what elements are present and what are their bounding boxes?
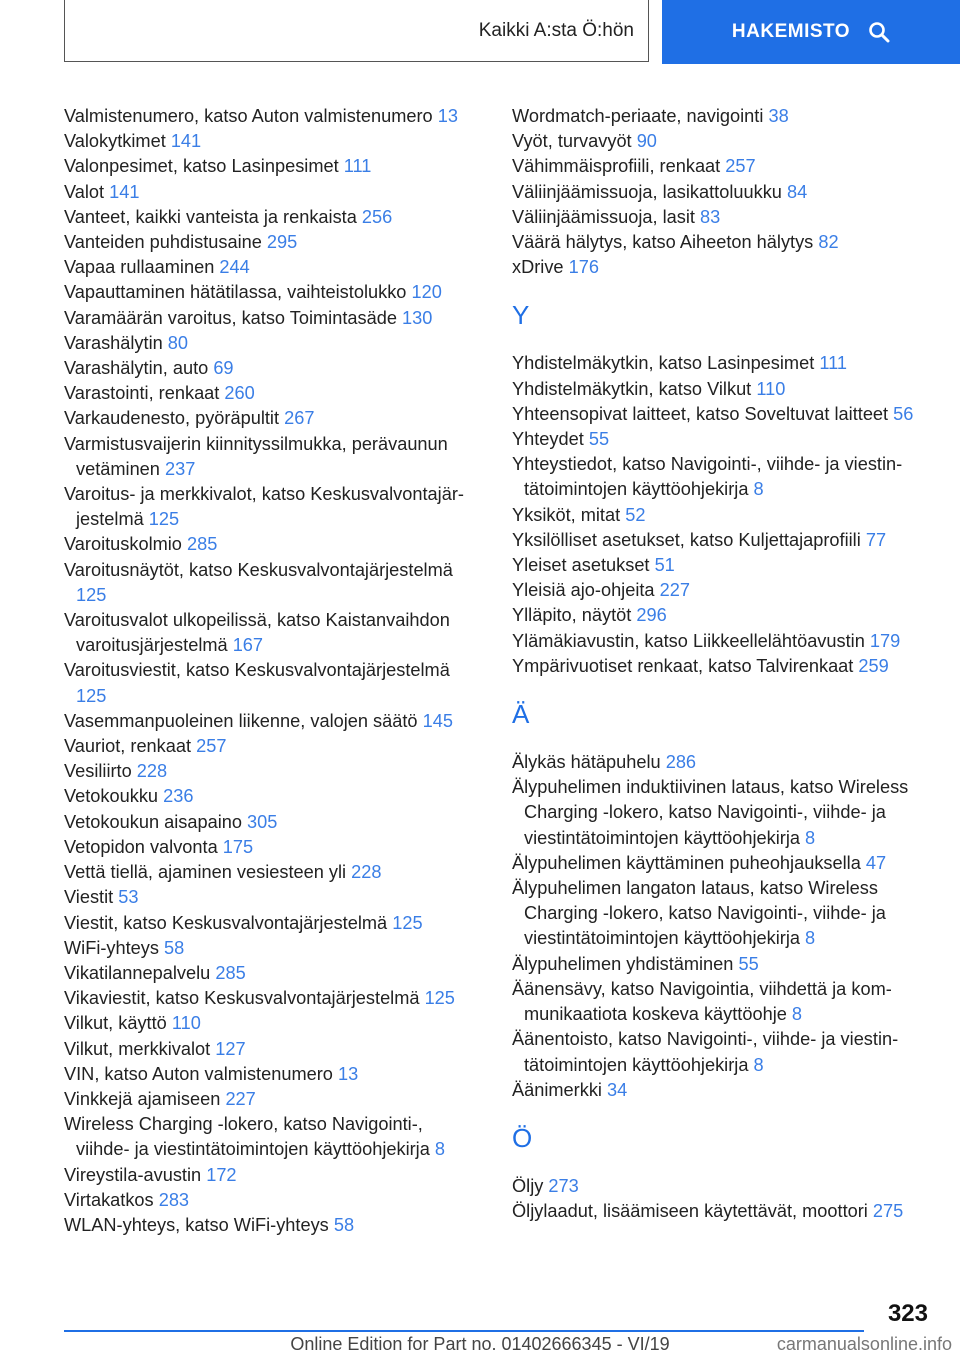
index-entry-text: Varoitusvalot ulkopeilissä, katso Kaistanvaihdon varoitusjärjestelmä	[64, 610, 450, 656]
index-entry	[512, 851, 932, 876]
section-letter: Ö	[512, 1122, 533, 1153]
index-entry	[512, 255, 932, 280]
index-entry-text: Ympärivuotiset renkaat, katso Talvirenkaat	[512, 655, 854, 676]
index-entry	[64, 356, 480, 381]
index-entry-text: Vikaviestit, katso Keskusvalvontajärjestelmä	[64, 988, 420, 1009]
index-entry-text: Vetokoukku	[64, 786, 159, 807]
index-entry-text: Varoitusviestit, katso Keskusvalvontajärjestelmä	[64, 660, 450, 681]
page-link[interactable]: 227	[659, 580, 690, 601]
index-entry-text: Varkaudenesto, pyöräpultit	[64, 408, 280, 429]
page-link[interactable]: 82	[818, 232, 839, 253]
page-link[interactable]: 13	[337, 1063, 359, 1084]
index-entry-text: WLAN-yhteys, katso WiFi-yhteys	[64, 1214, 329, 1235]
index-entry-text: Väliinjäämissuoja, lasikattoluukku	[512, 181, 782, 202]
page-link[interactable]: 275	[872, 1201, 904, 1222]
index-entry	[512, 427, 932, 452]
page-link[interactable]: 56	[893, 403, 914, 424]
index-entry-text: Vinkkejä ajamiseen	[64, 1088, 221, 1109]
index-entry	[512, 351, 932, 376]
index-entry	[512, 629, 932, 654]
page-link[interactable]: 175	[222, 836, 254, 857]
page-link[interactable]: 58	[164, 937, 185, 958]
index-entry	[64, 482, 480, 532]
search-icon[interactable]	[868, 21, 890, 43]
index-entry	[64, 406, 480, 431]
index-entry-text: Älypuhelimen yhdistäminen	[512, 953, 734, 974]
page-link[interactable]: 34	[607, 1079, 628, 1100]
page-link[interactable]: 38	[768, 106, 789, 126]
index-entry-text: Varoituskolmio	[64, 534, 182, 555]
page-link[interactable]: 51	[654, 555, 675, 576]
page-link[interactable]: 172	[206, 1164, 237, 1185]
index-entry-text: Vapauttaminen hätätilassa, vaihteistolukko	[64, 282, 407, 303]
index-entry-text: Varastointi, renkaat	[64, 383, 220, 404]
page-link[interactable]: 8	[791, 1004, 803, 1025]
index-entry-text: Yhteydet	[512, 429, 584, 450]
index-entry	[64, 230, 480, 255]
page-link[interactable]: 52	[625, 504, 646, 525]
index-entry-text: Vanteiden puhdistusaine	[64, 232, 262, 253]
index-entry	[512, 503, 932, 528]
index-entry	[64, 784, 480, 809]
index-entry	[64, 835, 480, 860]
page-link[interactable]: 8	[805, 928, 816, 949]
page-link[interactable]: 283	[158, 1189, 190, 1210]
page-link[interactable]: 167	[232, 635, 264, 656]
index-entry-text: Väliinjäämissuoja, lasit	[512, 206, 695, 227]
index-entry	[64, 759, 480, 784]
index-entry-text: Vetokoukun aisapaino	[64, 811, 242, 832]
page-link[interactable]: 295	[266, 232, 298, 253]
index-entry-text: Varoitus- ja merkkivalot, katso Keskusvalvontajärjestelmä	[64, 484, 464, 530]
page-link[interactable]: 125	[392, 912, 423, 933]
page-link[interactable]: 125	[424, 988, 455, 1009]
index-entry-text: Äänimerkki	[512, 1079, 602, 1100]
page-link[interactable]: 125	[76, 584, 107, 605]
index-entry-text: Vapaa rullaaminen	[64, 257, 215, 278]
index-entry	[64, 885, 480, 910]
page-link[interactable]: 267	[284, 408, 315, 429]
index-entry-text: VIN, katso Auton valmistenumero	[64, 1063, 333, 1084]
index-entry	[512, 654, 932, 679]
index-entry-text: Varamäärän varoitus, katso Toimintasäde	[64, 307, 397, 328]
page-number: 323	[887, 1300, 928, 1327]
page-link[interactable]: 110	[756, 378, 786, 399]
index-entry-text: Varmistusvaijerin kiinnityssilmukka, perävaunun vetäminen	[64, 433, 448, 479]
index-entry	[64, 1062, 480, 1087]
page-link[interactable]: 58	[333, 1214, 355, 1235]
index-entry	[512, 775, 932, 851]
page-link[interactable]: 228	[351, 862, 382, 883]
index-entry	[512, 377, 932, 402]
page-link[interactable]: 13	[437, 106, 458, 126]
index-entry-text: Älypuhelimen induktiivinen lataus, katso Wireless Charging -lokero, katso Navigointi-, viihde- ja viestintätoimintojen käyttöohjekirja	[512, 777, 909, 848]
index-entry	[512, 603, 932, 628]
page-link[interactable]: 125	[76, 685, 107, 706]
index-entry-text: Valonpesimet, katso Lasinpesimet	[64, 156, 339, 177]
index-entry-text: Väärä hälytys, katso Aiheeton hälytys	[512, 232, 814, 253]
page-link[interactable]: 110	[171, 1013, 201, 1034]
index-entry	[64, 860, 480, 885]
index-entry	[64, 936, 480, 961]
index-entry-text: Yksilölliset asetukset, katso Kuljettajaprofiili	[512, 529, 861, 550]
index-entry	[64, 1213, 480, 1238]
index-entry	[64, 1011, 480, 1036]
index-entry	[512, 750, 932, 775]
index-entry-text: Yhdistelmäkytkin, katso Vilkut	[512, 378, 752, 399]
index-entry-text: Yhteystiedot, katso Navigointi-, viihde- ja viestintätoimintojen käyttöohjekirja	[512, 454, 903, 500]
page-link[interactable]: 244	[219, 257, 250, 278]
page-link[interactable]: 8	[805, 827, 816, 848]
index-entry-text: Vilkut, käyttö	[64, 1013, 167, 1034]
index-entry	[64, 280, 480, 305]
page-link[interactable]: 259	[858, 655, 889, 676]
index-entry	[64, 255, 480, 280]
footer-edition: Online Edition for Part no. 01402666345 - VI/19	[290, 1334, 670, 1354]
index-entry-text: Yleisiä ajo-ohjeita	[512, 580, 655, 601]
index-entry	[64, 331, 480, 356]
index-entry	[512, 1174, 932, 1199]
index-entry	[512, 205, 932, 230]
index-entry	[512, 154, 932, 179]
section-letter: Y	[512, 300, 530, 331]
page-link[interactable]: 260	[224, 383, 255, 404]
page-link[interactable]: 141	[170, 131, 202, 152]
index-entry-text: Öljylaadut, lisäämiseen käytettävät, moottori	[512, 1201, 868, 1222]
index-entry-text: Yksiköt, mitat	[512, 504, 621, 525]
page-link[interactable]: 273	[548, 1175, 579, 1196]
page-link[interactable]: 141	[109, 181, 140, 202]
index-entry-text: Wireless Charging -lokero, katso Navigointi-, viihde- ja viestintätoimintojen käyttöohjekirja	[64, 1114, 430, 1160]
index-entry	[512, 578, 932, 603]
index-entry-text: Vasemmanpuoleinen liikenne, valojen säätö	[64, 710, 418, 731]
index-entry-text: Ylämäkiavustin, katso Liikkeellelähtöavustin	[512, 630, 865, 651]
chapter-tab[interactable]	[64, 0, 649, 62]
page-link[interactable]: 111	[343, 156, 372, 177]
index-entry	[64, 532, 480, 557]
footer-divider	[64, 1330, 864, 1332]
index-entry-text: Vanteet, kaikki vanteista ja renkaista	[64, 206, 357, 227]
index-entry	[64, 608, 480, 658]
page-link[interactable]: 257	[725, 156, 756, 177]
index-entry-text: Valot	[64, 181, 105, 202]
index-entry-text: Valokytkimet	[64, 131, 166, 152]
index-entry	[64, 1037, 480, 1062]
index-entry	[512, 129, 932, 154]
page-link[interactable]: 8	[434, 1139, 446, 1160]
index-entry	[64, 180, 480, 205]
page-link[interactable]: 77	[865, 529, 887, 550]
page-link[interactable]: 236	[163, 786, 194, 807]
index-entry	[64, 658, 480, 708]
index-entry-text: Älypuhelimen langaton lataus, katso Wireless Charging -lokero, katso Navigointi-, viihde- ja viestintätoimintojen käyttöohjekirja	[512, 878, 886, 949]
page-link[interactable]: 228	[136, 761, 168, 782]
index-entry-text: Virtakatkos	[64, 1189, 154, 1210]
index-entry-text: Valmistenumero, katso Auton valmistenumero	[64, 106, 433, 126]
index-entry-text: Viestit, katso Keskusvalvontajärjestelmä	[64, 912, 388, 933]
index-entry	[512, 977, 932, 1027]
index-tab-label: HAKEMISTO	[731, 21, 851, 42]
index-entry-text: Älypuhelimen käyttäminen puheohjauksella	[512, 852, 861, 873]
index-entry-text: Äänensävy, katso Navigointia, viihdettä ja kommunikaatiota koskeva käyttöohje	[512, 978, 892, 1025]
index-entry	[64, 1188, 480, 1213]
page-link[interactable]: 237	[164, 458, 196, 479]
index-entry	[512, 230, 932, 255]
index-entry	[512, 876, 932, 952]
index-entry-text: Varoitusnäytöt, katso Keskusvalvontajärjestelmä	[64, 559, 453, 580]
index-entry	[512, 1078, 932, 1103]
index-entry-text: xDrive	[512, 257, 564, 278]
page-link[interactable]: 296	[636, 605, 667, 626]
index-tab[interactable]	[662, 0, 960, 64]
index-entry	[64, 205, 480, 230]
index-entry-text: Vettä tiellä, ajaminen vesiesteen yli	[64, 862, 347, 883]
page-link[interactable]: 80	[167, 332, 189, 353]
page-link[interactable]: 285	[187, 534, 218, 555]
page-link[interactable]: 55	[738, 953, 759, 974]
index-entry-text: Vilkut, merkkivalot	[64, 1038, 211, 1059]
index-entry	[512, 402, 932, 427]
section-letter: Ä	[512, 699, 530, 730]
page-link[interactable]: 90	[636, 131, 657, 152]
page-link[interactable]: 53	[118, 887, 139, 908]
page-link[interactable]: 111	[819, 353, 847, 374]
index-entry	[64, 911, 480, 936]
index-entry-text: Yleiset asetukset	[512, 555, 650, 576]
index-entry	[64, 129, 480, 154]
page-link[interactable]: 305	[247, 811, 278, 832]
index-entry-text: Öljy	[512, 1175, 544, 1196]
page-link[interactable]: 83	[700, 206, 721, 227]
page-link[interactable]: 176	[568, 257, 599, 278]
index-entry-text: Vireystila-avustin	[64, 1164, 202, 1185]
index-entry	[512, 180, 932, 205]
index-entry-text: Vetopidon valvonta	[64, 836, 218, 857]
page-link[interactable]: 8	[753, 1054, 764, 1075]
index-entry-text: Vauriot, renkaat	[64, 736, 192, 757]
index-entry-text: Vyöt, turvavyöt	[512, 131, 632, 152]
index-entry	[64, 1087, 480, 1112]
index-entry-text: Ylläpito, näytöt	[512, 605, 632, 626]
index-entry-text: Vesiliirto	[64, 761, 132, 782]
index-entry	[64, 306, 480, 331]
index-entry-text: Älykäs hätäpuhelu	[512, 752, 661, 773]
page-link[interactable]: 257	[196, 736, 227, 757]
index-entry-text: Äänentoisto, katso Navigointi-, viihde- ja viestintätoimintojen käyttöohjekirja	[512, 1029, 899, 1075]
index-entry	[64, 734, 480, 759]
index-entry	[512, 553, 932, 578]
index-entry	[512, 1027, 932, 1077]
index-entry-text: Varashälytin	[64, 332, 163, 353]
index-entry	[512, 452, 932, 502]
index-entry-text: Viestit	[64, 887, 114, 908]
index-entry	[512, 104, 932, 129]
index-entry	[64, 104, 480, 129]
page-link[interactable]: 256	[361, 206, 393, 227]
page-link[interactable]: 47	[865, 852, 887, 873]
index-column-right	[512, 104, 932, 1224]
page-link[interactable]: 285	[215, 962, 246, 983]
page-link[interactable]: 125	[148, 509, 180, 530]
index-entry	[64, 558, 480, 608]
index-column-left	[64, 104, 480, 1238]
chapter-tab-label: Kaikki A:sta Ö:hön	[478, 19, 634, 41]
page-link[interactable]: 69	[213, 358, 234, 379]
index-entry-text: Varashälytin, auto	[64, 358, 209, 379]
index-entry-text: Yhteensopivat laitteet, katso Soveltuvat laitteet	[512, 403, 889, 424]
index-entry	[64, 709, 480, 734]
index-entry	[64, 1112, 480, 1162]
footer-watermark: carmanualsonline.info	[776, 1334, 952, 1354]
page-link[interactable]: 227	[225, 1088, 256, 1109]
index-entry	[512, 1199, 932, 1224]
index-entry	[64, 381, 480, 406]
page-link[interactable]: 55	[588, 429, 610, 450]
index-entry	[64, 986, 480, 1011]
index-entry	[64, 961, 480, 986]
page-link[interactable]: 120	[411, 282, 442, 303]
page-link[interactable]: 130	[402, 307, 433, 328]
index-entry	[64, 154, 480, 179]
page-link[interactable]: 145	[422, 710, 453, 731]
index-entry-text: WiFi-yhteys	[64, 937, 159, 958]
index-entry	[64, 810, 480, 835]
page-link[interactable]: 179	[869, 630, 901, 651]
page-link[interactable]: 8	[753, 479, 764, 500]
index-entry-text: Yhdistelmäkytkin, katso Lasinpesimet	[512, 353, 815, 374]
index-entry-text: Wordmatch-periaate, navigointi	[512, 106, 764, 126]
index-entry-text: Vikatilannepalvelu	[64, 962, 211, 983]
page-link[interactable]: 84	[786, 181, 808, 202]
index-entry	[64, 432, 480, 482]
index-entry	[512, 952, 932, 977]
index-entry	[512, 528, 932, 553]
page-link[interactable]: 127	[215, 1038, 246, 1059]
index-entry	[64, 1163, 480, 1188]
index-entry-text: Vähimmäisprofiili, renkaat	[512, 156, 721, 177]
page-link[interactable]: 286	[665, 752, 697, 773]
